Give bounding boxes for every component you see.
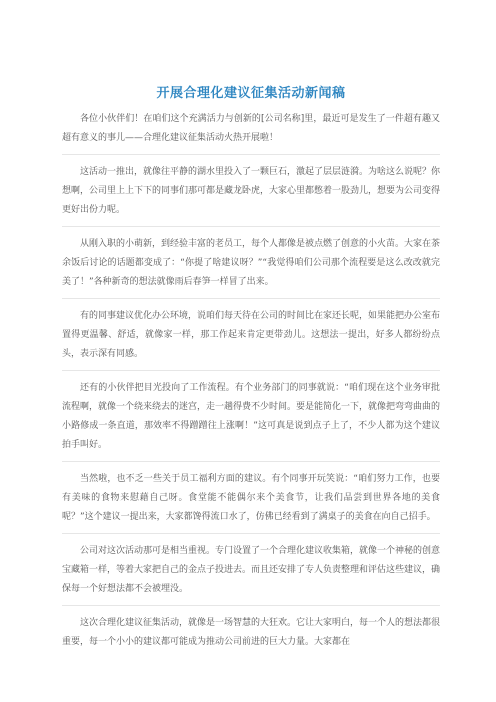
paragraph-7: 公司对这次活动那可是相当重视。专门设置了一个合理化建议收集箱，就像一个神秘的创意宝藏箱一样，等着大家把自己的金点子投进去。而且还安排了专人负责整理和评估这些建议，确保每一个好想法都不会被埋没。	[62, 542, 440, 606]
paragraph-3: 从刚入职的小萌新，到经验丰富的老员工，每个人都像是被点燃了创意的小火苗。大家在茶余饭后讨论的话题都变成了：“你提了啥建议呀？”“我觉得咱们公司那个流程要是这么改改就完美了！”各种新奇的想法就像雨后春笋一样冒了出来。	[62, 235, 440, 299]
paragraph-1: 各位小伙伴们！在咱们这个充满活力与创新的[公司名称]里，最近可是发生了一件超有趣又超有意义的事儿——合理化建议征集活动火热开展啦！	[62, 110, 440, 155]
document-body	[62, 110, 440, 659]
paragraph-6: 当然啦，也不乏一些关于员工福利方面的建议。有个同事开玩笑说：“咱们努力工作，也要有美味的食物来慰藉自己呀。食堂能不能偶尔来个美食节，让我们品尝到世界各地的美食呢？”这个建议一提出来，大家都馋得流口水了，仿佛已经看到了满桌子的美食在向自己招手。	[62, 470, 440, 534]
paragraph-4: 有的同事建议优化办公环境，说咱们每天待在公司的时间比在家还长呢，如果能把办公室布置得更温馨、舒适，就像家一样，那工作起来肯定更带劲儿。这想法一提出，好多人都纷纷点头，表示深有同感。	[62, 307, 440, 371]
paragraph-5: 还有的小伙伴把目光投向了工作流程。有个业务部门的同事就说：“咱们现在这个业务审批流程啊，就像一个绕来绕去的迷宫，走一趟得费不少时间。要是能简化一下，就像把弯弯曲曲的小路修成一条直道，那效率不得蹭蹭往上涨啊！”这可真是说到点子上了，不少人都为这个建议拍手叫好。	[62, 379, 440, 462]
paragraph-2: 这活动一推出，就像往平静的湖水里投入了一颗巨石，激起了层层涟漪。为啥这么说呢？你想啊，公司里上上下下的同事们那可都是藏龙卧虎，大家心里都憋着一股劲儿，想要为公司变得更好出份力呢。	[62, 163, 440, 227]
document-title: 开展合理化建议征集活动新闻稿	[156, 86, 346, 101]
paragraph-8: 这次合理化建议征集活动，就像是一场智慧的大狂欢。它让大家明白，每一个人的想法都很重要，每一个小小的建议都可能成为推动公司前进的巨大力量。大家都在	[62, 618, 441, 647]
